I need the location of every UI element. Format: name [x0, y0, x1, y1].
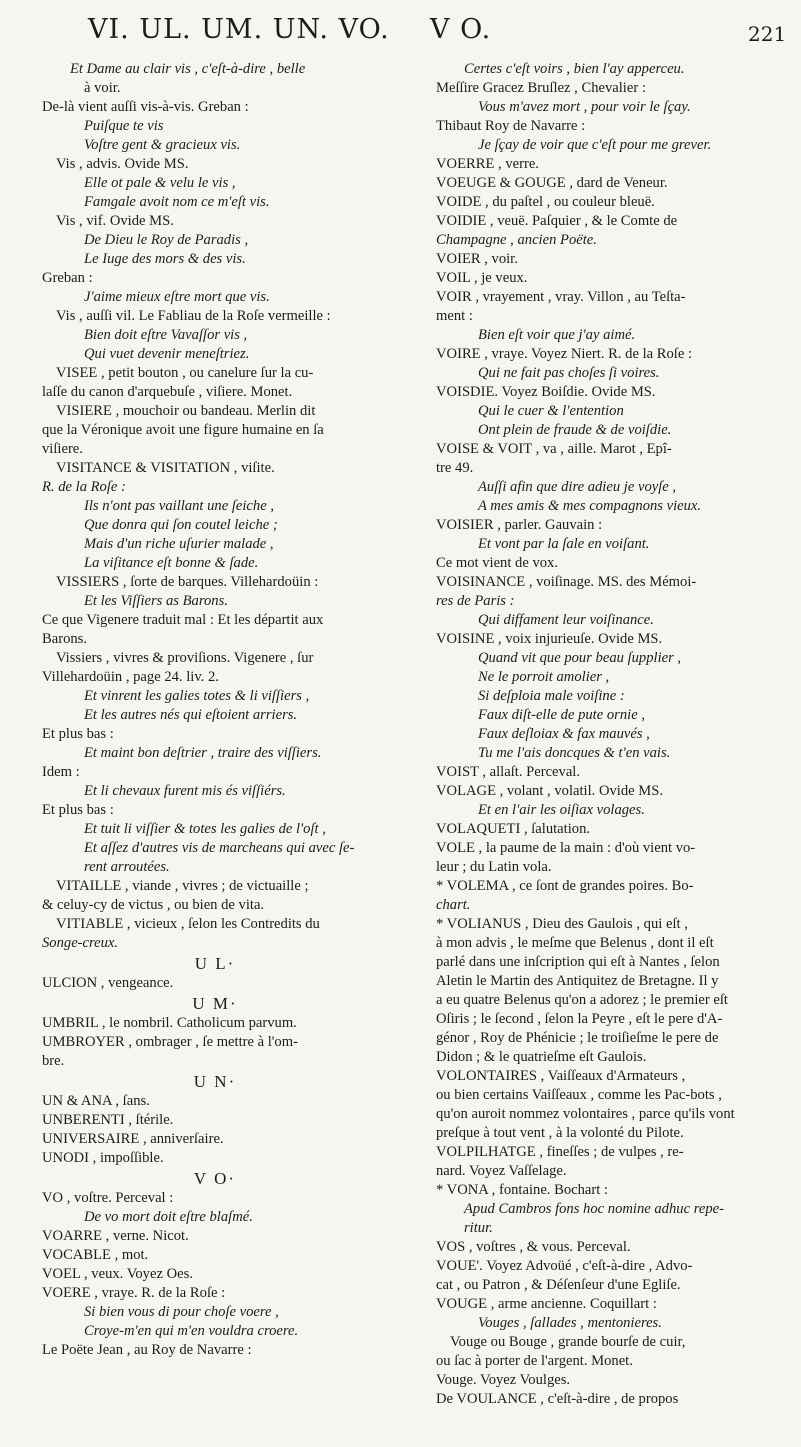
text-line: * VONA , fontaine. Bochart : [436, 1182, 608, 1198]
text-line: ou bien certains Vaiſſeaux , comme les Pac-bots , [436, 1087, 722, 1103]
text-line: laſſe du canon d'arquebuſe , viſiere. Monet. [42, 384, 293, 400]
text-line: parlé dans une inſcription qui eſt à Nantes , ſelon [436, 954, 720, 970]
text-line: Et Dame au clair vis , c'eſt-à-dire , belle [70, 61, 306, 77]
text-line: VOISDIE. Voyez Boiſdie. Ovide MS. [436, 384, 656, 400]
text-line: VOIST , allaſt. Perceval. [436, 764, 581, 780]
text-line: Et li chevaux furent mis és viſſiérs. [84, 783, 286, 799]
text-line: Ce mot vient de vox. [436, 555, 559, 571]
text-line: VOISINANCE , voiſinage. MS. des Mémoi- [436, 574, 697, 590]
text-line: J'aime mieux eſtre mort que vis. [84, 289, 270, 305]
text-line: VISIERE , mouchoir ou bandeau. Merlin dit [56, 403, 316, 419]
text-line: VOEUGE & GOUGE , dard de Veneur. [436, 175, 668, 191]
text-line: Et plus bas : [42, 802, 114, 818]
text-line: Ils n'ont pas vaillant une ſeiche , [84, 498, 274, 514]
text-line: Bien doit eſtre Vavaſſor vis , [84, 327, 248, 343]
text-line: Et plus bas : [42, 726, 114, 742]
text-line: VOERRE , verre. [436, 156, 539, 172]
text-line: Tu me l'ais doncques & t'en vais. [478, 745, 671, 761]
text-line: Songe-creux. [42, 935, 119, 951]
text-line: Qui diffament leur voiſinance. [478, 612, 654, 628]
text-line: Vouges , ſallades , mentonieres. [478, 1315, 662, 1331]
text-line: qu'on auroit nommez volontaires , parce qu'ils vont [436, 1106, 735, 1122]
text-line: nard. Voyez Vaſſelage. [436, 1163, 567, 1179]
text-line: De-là vient auſſi vis-à-vis. Greban : [42, 99, 249, 115]
text-line: Et vinrent les galies totes & li viſſiers , [84, 688, 310, 704]
text-line: VOISE & VOIT , va , aille. Marot , Epî- [436, 441, 672, 457]
text-line: VISSIERS , ſorte de barques. Villehardoüin : [56, 574, 319, 590]
running-header-left: VI. UL. UM. UN. VO. [88, 14, 390, 45]
text-line: ritur. [464, 1220, 493, 1236]
text-line: tre 49. [436, 460, 474, 476]
text-line: Vouge. Voyez Voulges. [436, 1372, 571, 1388]
text-line: Vis , vif. Ovide MS. [56, 213, 174, 229]
text-line: Greban : [42, 270, 93, 286]
text-line: VOIRE , vraye. Voyez Niert. R. de la Roſe : [436, 346, 693, 362]
text-line: VOIL , je veux. [436, 270, 528, 286]
text-line: Et tuit li viſſier & totes les galies de l'oſt , [84, 821, 326, 837]
text-line: Faux deſloiax & fax mauvés , [478, 726, 650, 742]
text-line: Champagne , ancien Poëte. [436, 232, 597, 248]
text-line: UMBRIL , le nombril. Catholicum parvum. [42, 1015, 297, 1031]
text-line: viſiere. [42, 441, 83, 457]
text-line: Et vont par la ſale en voiſant. [478, 536, 650, 552]
text-line: leur ; du Latin vola. [436, 859, 552, 875]
text-line: res de Paris : [436, 593, 515, 609]
text-line: Certes c'eſt voirs , bien l'ay apperceu. [464, 61, 685, 77]
text-line: La viſitance eſt bonne & ſade. [84, 555, 259, 571]
text-line: Quand vit que pour beau ſupplier , [478, 650, 682, 666]
text-line: VOLAQUETI , ſalutation. [436, 821, 591, 837]
text-line: VITIABLE , vicieux , ſelon les Contredits du [56, 916, 320, 932]
text-line: Si deſploia male voiſine : [478, 688, 625, 704]
text-line: Idem : [42, 764, 80, 780]
text-line: UNIVERSAIRE , anniverſaire. [42, 1131, 224, 1147]
text-line: Qui le cuer & l'entention [478, 403, 624, 419]
text-line: A mes amis & mes compagnons vieux. [478, 498, 702, 514]
text-line: VOIR , vrayement , vray. Villon , au Teſta- [436, 289, 686, 305]
running-header-right: V O. [430, 14, 492, 45]
text-line: Villehardoüin , page 24. liv. 2. [42, 669, 219, 685]
text-line: Meſſire Gracez Bruſlez , Chevalier : [436, 80, 646, 96]
text-line: preſque à tout vent , à la volonté du Pilote. [436, 1125, 684, 1141]
text-line: VO , voſtre. Perceval : [42, 1190, 174, 1206]
text-line: Vis , auſſi vil. Le Fabliau de la Roſe vermeille : [56, 308, 331, 324]
text-line: VITAILLE , viande , vivres ; de victuaille ; [56, 878, 309, 894]
text-line: Apud Cambros fons hoc nomine adhuc repe- [464, 1201, 724, 1217]
section-heading: U M· [192, 994, 238, 1013]
text-line: VOUE'. Voyez Advoüé , c'eſt-à-dire , Advo- [436, 1258, 693, 1274]
text-line: Vouge ou Bouge , grande bourſe de cuir, [450, 1334, 686, 1350]
text-line: Et les autres nés qui eſtoient arriers. [84, 707, 298, 723]
text-line: VOISINE , voix injurieuſe. Ovide MS. [436, 631, 663, 647]
text-line: a eu quatre Belenus qu'on a adorez ; le premier eſt [436, 992, 728, 1008]
text-line: Et en l'air les oiſiax volages. [478, 802, 645, 818]
text-line: Que donra qui ſon coutel leiche ; [84, 517, 278, 533]
text-line: VOIER , voir. [436, 251, 518, 267]
text-line: De Dieu le Roy de Paradis , [84, 232, 249, 248]
section-heading: U N· [193, 1072, 237, 1091]
text-line: Et aſſez d'autres vis de marcheans qui avec ſe- [84, 840, 355, 856]
text-line: Thibaut Roy de Navarre : [436, 118, 586, 134]
text-line: ULCION , vengeance. [42, 975, 174, 991]
text-line: Et les Viſſiers as Barons. [84, 593, 228, 609]
text-line: Voſtre gent & gracieux vis. [84, 137, 241, 153]
text-line: VOERE , vraye. R. de la Roſe : [42, 1285, 226, 1301]
left-column [42, 60, 388, 1360]
text-line: VOIDIE , veuë. Paſquier , & le Comte de [436, 213, 678, 229]
text-line: que la Véronique avoit une figure humaine en ſa [42, 422, 324, 438]
text-line: bre. [42, 1053, 65, 1069]
text-line: VOS , voſtres , & vous. Perceval. [436, 1239, 631, 1255]
text-line: Ont plein de fraude & de voiſdie. [478, 422, 672, 438]
text-line: Didon ; & le quatrieſme eſt Gaulois. [436, 1049, 647, 1065]
text-line: VOLONTAIRES , Vaiſſeaux d'Armateurs , [436, 1068, 686, 1084]
text-line: VOLPILHATGE , fineſſes ; de vulpes , re- [436, 1144, 684, 1160]
text-line: UNODI , impoſſible. [42, 1150, 164, 1166]
text-line: Auſſi afin que dire adieu je voyſe , [478, 479, 677, 495]
text-line: & celuy-cy de victus , ou bien de vita. [42, 897, 265, 913]
text-line: Elle ot pale & velu le vis , [84, 175, 236, 191]
page-number: 221 [748, 22, 787, 46]
text-line: * VOLEMA , ce ſont de grandes poires. Bo- [436, 878, 694, 894]
text-line: UN & ANA , ſans. [42, 1093, 150, 1109]
text-line: VOLAGE , volant , volatil. Ovide MS. [436, 783, 663, 799]
text-line: VOISIER , parler. Gauvain : [436, 517, 603, 533]
section-heading: U L· [194, 954, 236, 973]
text-line: De VOULANCE , c'eſt-à-dire , de propos [436, 1391, 679, 1407]
text-line: Puiſque te vis [84, 118, 164, 134]
text-line: à mon advis , le meſme que Belenus , dont il eſt [436, 935, 714, 951]
text-line: Et maint bon deſtrier , traire des viſſiers. [84, 745, 322, 761]
text-line: ou ſac à porter de l'argent. Monet. [436, 1353, 633, 1369]
text-line: génor , Roy de Phénicie ; le troiſieſme le pere de [436, 1030, 719, 1046]
text-line: VOUGE , arme ancienne. Coquillart : [436, 1296, 657, 1312]
text-line: VISITANCE & VISITATION , viſite. [56, 460, 275, 476]
text-line: VOARRE , verne. Nicot. [42, 1228, 189, 1244]
section-heading: V O· [193, 1169, 237, 1188]
text-line: Vous m'avez mort , pour voir le ſçay. [478, 99, 691, 115]
text-line: Qui ne fait pas choſes ſi voires. [478, 365, 660, 381]
text-line: ment : [436, 308, 473, 324]
text-line: Si bien vous di pour choſe voere , [84, 1304, 279, 1320]
text-line: rent arroutées. [84, 859, 170, 875]
text-line: Le Iuge des mors & des vis. [84, 251, 246, 267]
text-line: Bien eſt voir que j'ay aimé. [478, 327, 636, 343]
text-line: Ce que Vigenere traduit mal : Et les départit aux [42, 612, 324, 628]
text-line: Aletin le Martin des Antiquitez de Bretagne. Il y [436, 973, 719, 989]
text-line: Vissiers , vivres & proviſions. Vigenere , ſur [56, 650, 314, 666]
text-line: Ne le porroit amolier , [478, 669, 610, 685]
text-line: cat , ou Patron , & Déſenſeur d'une Egliſe. [436, 1277, 681, 1293]
text-line: Famgale avoit nom ce m'eſt vis. [84, 194, 270, 210]
text-line: R. de la Roſe : [42, 479, 126, 495]
text-line: Faux diſt-elle de pute ornie , [478, 707, 645, 723]
text-line: VOLE , la paume de la main : d'où vient vo- [436, 840, 696, 856]
text-line: VISEE , petit bouton , ou canelure ſur la cu- [56, 365, 314, 381]
text-line: VOIDE , du paſtel , ou couleur bleuë. [436, 194, 655, 210]
text-line: * VOLIANUS , Dieu des Gaulois , qui eſt , [436, 916, 688, 932]
text-line: Croye-m'en qui m'en vouldra croere. [84, 1323, 299, 1339]
text-line: VOEL , veux. Voyez Oes. [42, 1266, 193, 1282]
text-line: Le Poëte Jean , au Roy de Navarre : [42, 1342, 252, 1358]
right-column [436, 60, 782, 1409]
text-line: VOCABLE , mot. [42, 1247, 149, 1263]
text-line: Vis , advis. Ovide MS. [56, 156, 189, 172]
text-line: UNBERENTI , ſtérile. [42, 1112, 174, 1128]
text-line: Mais d'un riche uſurier malade , [84, 536, 274, 552]
text-line: chart. [436, 897, 471, 913]
text-line: à voir. [84, 80, 121, 96]
text-line: Oſiris ; le ſecond , ſelon la Peyre , eſt le pere d'A- [436, 1011, 723, 1027]
text-line: UMBROYER , ombrager , ſe mettre à l'om- [42, 1034, 298, 1050]
text-line: Je ſçay de voir que c'eſt pour me grever. [478, 137, 712, 153]
text-line: Barons. [42, 631, 87, 647]
text-line: Qui vuet devenir meneſtriez. [84, 346, 250, 362]
text-line: De vo mort doit eſtre blaſmé. [84, 1209, 253, 1225]
